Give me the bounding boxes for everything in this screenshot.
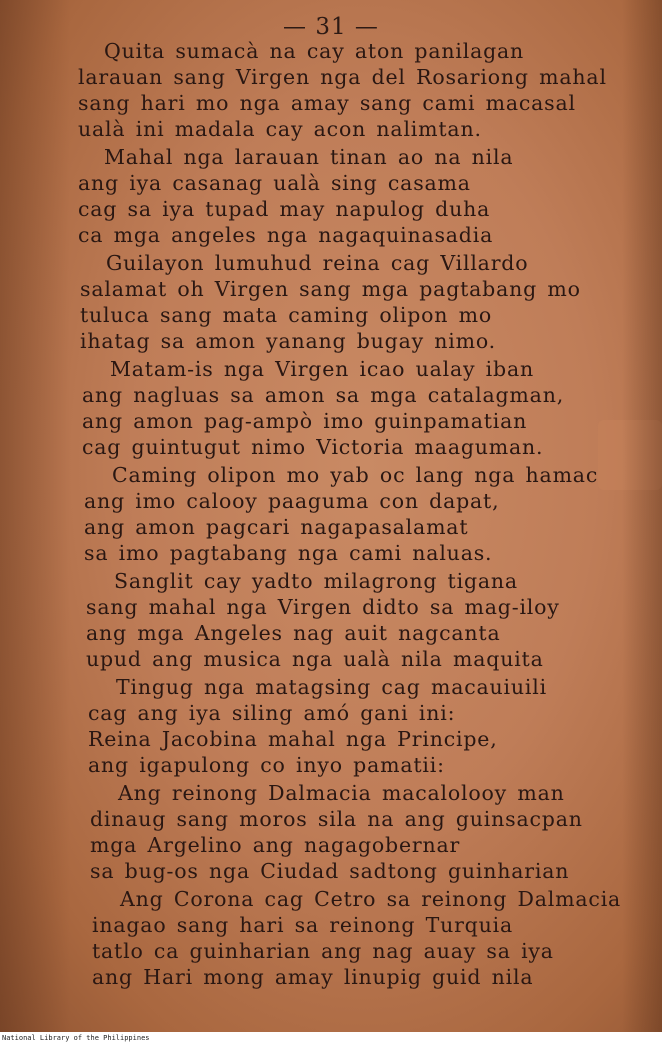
poem-line: ang mga Angeles nag auit nagcanta <box>86 621 501 645</box>
poem-line: cag guintugut nimo Victoria maaguman. <box>82 435 544 459</box>
page-number: — 31 — <box>283 14 379 40</box>
poem-line: ang nagluas sa amon sa mga catalagman, <box>82 383 565 407</box>
poem-line: ang amon pagcari nagapasalamat <box>84 515 469 539</box>
poem-line: Guilayon lumuhud reina cag Villardo <box>106 251 529 275</box>
poem-line: ang amon pag-ampò imo guinpamatian <box>82 409 528 433</box>
paper-stain <box>598 420 662 490</box>
poem-line: Ang reinong Dalmacia macalolooy man <box>118 781 565 805</box>
poem-line: cag sa iya tupad may napulog duha <box>78 197 491 221</box>
poem-line: Quita sumacà na cay aton panilagan <box>104 39 525 63</box>
poem-line: tatlo ca guinharian ang nag auay sa iya <box>92 939 554 963</box>
poem-line: ang iya casanag ualà sing casama <box>78 171 471 195</box>
poem-line: ca mga angeles nga nagaquinasadia <box>78 223 494 247</box>
poem-line: sa imo pagtabang nga cami naluas. <box>84 541 493 565</box>
poem-line: upud ang musica nga ualà nila maquita <box>86 647 544 671</box>
poem-line: ang igapulong co inyo pamatii: <box>88 753 445 777</box>
library-credit: National Library of the Philippines <box>2 1034 150 1042</box>
poem-line: sang hari mo nga amay sang cami macasal <box>78 91 576 115</box>
poem-line: sa bug-os nga Ciudad sadtong guinharian <box>90 859 570 883</box>
poem-line: ang Hari mong amay linupig guid nila <box>92 965 534 989</box>
poem-line: ihatag sa amon yanang bugay nimo. <box>80 329 496 353</box>
poem-line: tuluca sang mata caming olipon mo <box>80 303 493 327</box>
poem-line: Ang Corona cag Cetro sa reinong Dalmacia <box>120 887 622 911</box>
poem-line: Matam-is nga Virgen icao ualay iban <box>110 357 534 381</box>
poem-line: inagao sang hari sa reinong Turquia <box>92 913 513 937</box>
poem-line: Tingug nga matagsing cag macauiuili <box>116 675 547 699</box>
poem-line: larauan sang Virgen nga del Rosariong mahal <box>78 65 607 89</box>
poem-line: sang mahal nga Virgen didto sa mag-iloy <box>86 595 560 619</box>
poem-line: dinaug sang moros sila na ang guinsacpan <box>90 807 583 831</box>
poem-line: Sanglit cay yadto milagrong tigana <box>114 569 518 593</box>
poem-line: salamat oh Virgen sang mga pagtabang mo <box>80 277 581 301</box>
poem-line: cag ang iya siling amó gani ini: <box>88 701 456 725</box>
poem-line: ang imo calooy paaguma con dapat, <box>84 489 500 513</box>
poem-line: Caming olipon mo yab oc lang nga hamac <box>112 463 599 487</box>
poem-line: Mahal nga larauan tinan ao na nila <box>104 145 514 169</box>
poem-line: mga Argelino ang nagagobernar <box>90 833 461 857</box>
poem-line: Reina Jacobina mahal nga Principe, <box>88 727 498 751</box>
poem-line: ualà ini madala cay acon nalimtan. <box>78 117 482 141</box>
